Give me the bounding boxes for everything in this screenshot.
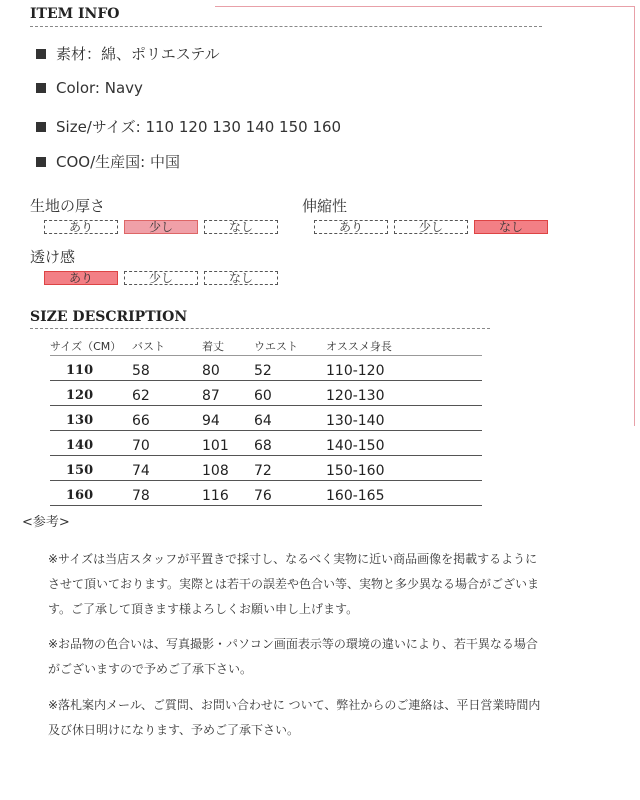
cell-bust: 78 <box>132 488 150 504</box>
stretch-option-nashi: なし <box>474 220 548 234</box>
reference-note-size: ※サイズは当店スタッフが平置きで採寸し、なるべく実物に近い商品画像を掲載するようにさせて頂いております。実際とは若干の誤差や色合い等、実物と多少異なる場合がございます。ご了承して頂きます様よろしくお願い申し上げます。 <box>48 552 540 616</box>
stretch-label: 伸縮性 <box>302 197 348 215</box>
size-description-divider <box>30 328 490 329</box>
cell-bust: 74 <box>132 463 150 479</box>
cell-length: 108 <box>202 463 229 479</box>
square-bullet-icon <box>36 122 46 132</box>
cell-size: 160 <box>66 488 94 503</box>
cell-height: 140-150 <box>326 438 385 454</box>
stretch-options <box>314 220 548 234</box>
cell-waist: 76 <box>254 488 272 504</box>
table-row <box>50 406 482 431</box>
info-item-color <box>36 79 143 97</box>
header-waist: ウエスト <box>254 340 298 353</box>
table-row <box>50 356 482 381</box>
info-item-coo <box>36 151 180 172</box>
cell-height: 120-130 <box>326 388 385 404</box>
sheer-options <box>44 271 278 285</box>
info-item-material <box>36 43 220 64</box>
header-length: 着丈 <box>202 340 224 353</box>
sheer-option-nashi: なし <box>204 271 278 285</box>
table-row <box>50 456 482 481</box>
cell-size: 120 <box>66 388 94 403</box>
header-recommended-height: オススメ身長 <box>326 340 392 353</box>
info-item-text: 素材：綿、ポリエステル <box>56 45 220 63</box>
header-bust: バスト <box>132 340 165 353</box>
decorative-frame-top <box>215 6 635 7</box>
cell-size: 150 <box>66 463 94 478</box>
thickness-label: 生地の厚さ <box>30 197 106 215</box>
cell-height: 110-120 <box>326 363 385 379</box>
cell-size: 140 <box>66 438 94 453</box>
cell-size: 110 <box>66 363 94 378</box>
square-bullet-icon <box>36 49 46 59</box>
size-table-header <box>50 337 482 356</box>
info-item-text: COO/生産国: 中国 <box>56 153 180 171</box>
cell-bust: 70 <box>132 438 150 454</box>
stretch-option-ari: あり <box>314 220 388 234</box>
cell-bust: 58 <box>132 363 150 379</box>
sheer-label: 透け感 <box>30 248 76 266</box>
info-item-size <box>36 116 341 137</box>
cell-height: 150-160 <box>326 463 385 479</box>
table-row <box>50 431 482 456</box>
cell-waist: 60 <box>254 388 272 404</box>
info-item-text: Color: Navy <box>56 79 143 97</box>
size-table <box>50 337 482 506</box>
cell-waist: 52 <box>254 363 272 379</box>
square-bullet-icon <box>36 83 46 93</box>
cell-length: 80 <box>202 363 220 379</box>
header-size: サイズ（CM） <box>50 340 122 353</box>
cell-length: 87 <box>202 388 220 404</box>
cell-height: 160-165 <box>326 488 385 504</box>
reference-note-color: ※お品物の色合いは、写真撮影・パソコン画面表示等の環境の違いにより、若干異なる場合がございますので予めご了承下さい。 <box>48 637 538 676</box>
cell-waist: 72 <box>254 463 272 479</box>
square-bullet-icon <box>36 157 46 167</box>
thickness-option-nashi: なし <box>204 220 278 234</box>
cell-bust: 62 <box>132 388 150 404</box>
sheer-option-sukoshi: 少し <box>124 271 198 285</box>
cell-length: 116 <box>202 488 229 504</box>
sheer-option-ari: あり <box>44 271 118 285</box>
thickness-options <box>44 220 278 234</box>
thickness-option-sukoshi: 少し <box>124 220 198 234</box>
item-info-title: ITEM INFO <box>30 6 120 22</box>
size-description-title: SIZE DESCRIPTION <box>30 309 188 325</box>
info-item-text: Size/サイズ: 110 120 130 140 150 160 <box>56 118 342 136</box>
reference-note-contact: ※落札案内メール、ご質問、お問い合わせに ついて、弊社からのご連絡は、平日営業時間内及び休日明けになります、予めご了承下さい。 <box>48 698 541 737</box>
table-row <box>50 381 482 406</box>
cell-length: 94 <box>202 413 220 429</box>
table-row <box>50 481 482 506</box>
decorative-frame-right <box>634 6 635 426</box>
cell-waist: 64 <box>254 413 272 429</box>
cell-waist: 68 <box>254 438 272 454</box>
cell-length: 101 <box>202 438 229 454</box>
item-info-divider <box>30 26 542 27</box>
reference-title: <参考> <box>22 515 70 530</box>
cell-size: 130 <box>66 413 94 428</box>
stretch-option-sukoshi: 少し <box>394 220 468 234</box>
cell-height: 130-140 <box>326 413 385 429</box>
thickness-option-ari: あり <box>44 220 118 234</box>
cell-bust: 66 <box>132 413 150 429</box>
